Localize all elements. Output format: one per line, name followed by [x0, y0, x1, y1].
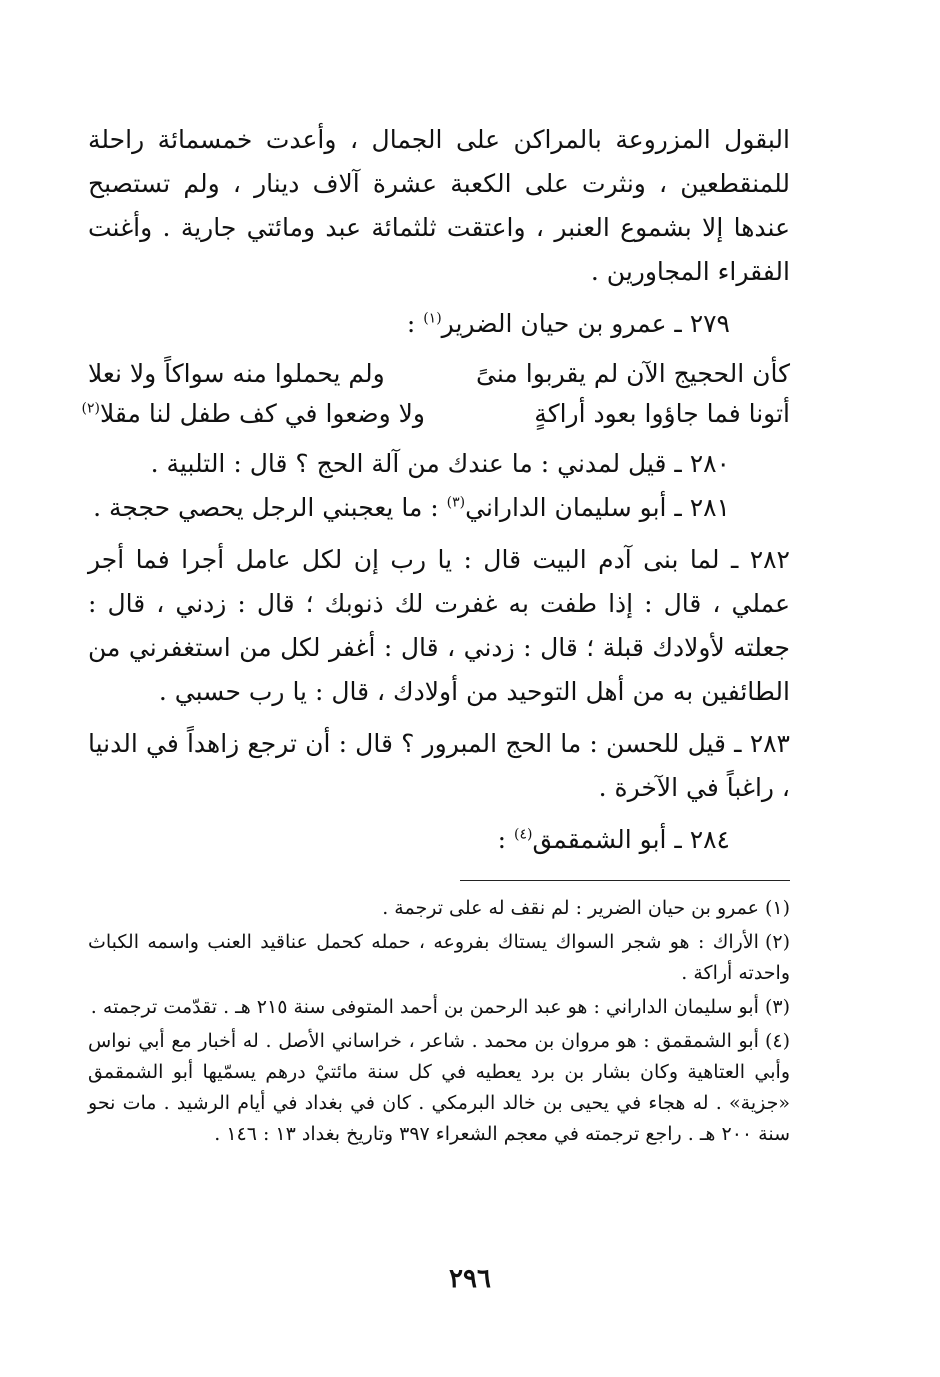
verse-hemistich-second: ولم يحملوا منه سواكاً ولا نعلا — [88, 359, 385, 388]
entry-284-tail: : — [497, 825, 514, 854]
footnote-separator — [460, 880, 790, 881]
footnote-ref-4: (٤) — [513, 826, 533, 843]
footnote-item — [88, 1026, 790, 1150]
footnote-text: أبو الشمقمق : هو مروان بن محمد . شاعر ، خراساني الأصل . له أخبار مع أبي نواس وأبي العتاهية وكان بشار بن برد يعطيه في كل سنة مائتيْ درهم يسمّيها أبو الشمقمق «جزية» . له هجاء في يحيى بن خالد البرمكي . كان في بغداد في أيام الرشيد . مات نحو سنة ٢٠٠ هـ . راجع ترجمته في معجم الشعراء ٣٩٧ وتاريخ بغداد ١٣ : ١٤٦ . — [88, 1030, 790, 1145]
footnote-item — [88, 893, 790, 924]
entry-279-title: ٢٧٩ ـ عمرو بن حيان الضرير — [441, 309, 730, 338]
footnote-text: الأراك : هو شجر السواك يستاك بفروعه ، حمله كحمل عناقيد العنب واسمه الكباث واحدته أراكة . — [88, 931, 790, 984]
entry-283: ٢٨٣ ـ قيل للحسن : ما الحج المبرور ؟ قال : أن ترجع زاهداً في الدنيا ، راغباً في الآخرة . — [88, 729, 790, 802]
footnote-item — [88, 992, 790, 1023]
footnotes — [88, 893, 790, 1153]
poem — [81, 354, 790, 434]
footnote-number: (٢) — [764, 931, 790, 953]
footnote-number: (٤) — [764, 1030, 790, 1052]
entry-284 — [88, 818, 790, 862]
entry-284-title: ٢٨٤ ـ أبو الشمقمق — [532, 825, 730, 854]
verse-hemistich-first: كأن الحجيج الآن لم يقربوا منىً — [476, 359, 790, 388]
main-text — [81, 118, 790, 870]
footnote-number: (٣) — [764, 996, 790, 1018]
footnote-ref-2: (٢) — [81, 400, 100, 417]
paragraph-continued: البقول المزروعة بالمراكن على الجمال ، وأعدت خمسمائة راحلة للمنقطعين ، ونثرت على الكعبة عشرة آلاف دينار ، ولم تستصبح عندها إلا بشموع العنبر ، واعتقت ثلثمائة عبد ومائتي جارية . وأغنت الفقراء المجاورين . — [88, 125, 790, 286]
footnote-text: عمرو بن حيان الضرير : لم نقف له على ترجمة . — [382, 897, 759, 919]
entry-279-tail: : — [406, 309, 424, 338]
entry-281-title: ٢٨١ ـ أبو سليمان الداراني — [465, 493, 730, 522]
entry-281-tail: : ما يعجبني الرجل يحصي حججة . — [93, 493, 447, 522]
verse-hemistich-second-text: ولا وضعوا في كف طفل لنا مقلا — [99, 399, 425, 428]
page-number: ٢٩٦ — [449, 1264, 491, 1294]
footnote-item — [88, 927, 790, 989]
entry-279 — [88, 302, 790, 346]
footnote-ref-3: (٣) — [446, 494, 466, 511]
verse-hemistich-first: أتونا فما جاؤوا بعود أراكةٍ — [534, 399, 790, 428]
entry-280: ٢٨٠ ـ قيل لمدني : ما عندك من آلة الحج ؟ قال : التلبية . — [150, 449, 730, 478]
verse-hemistich-second — [81, 394, 425, 434]
entry-282: ٢٨٢ ـ لما بنى آدم البيت قال : يا رب إن لكل عامل أجرا فما أجر عملي ، قال : إذا طفت به غفرت لك ذنوبك ؛ قال : زدني ، قال : جعلته لأولادك قبلة ؛ قال : زدني ، قال : أغفر لكل من استغفرني من الطائفين به من أهل التوحيد من أولادك ، قال : يا رب حسبي . — [88, 545, 790, 706]
footnote-ref-1: (١) — [423, 310, 442, 327]
verse-line — [81, 394, 790, 434]
entry-281 — [88, 486, 790, 530]
verse-line — [88, 354, 790, 394]
footnote-text: أبو سليمان الداراني : هو عبد الرحمن بن أحمد المتوفى سنة ٢١٥ هـ . تقدّمت ترجمته . — [90, 996, 759, 1018]
footnote-number: (١) — [764, 897, 790, 919]
